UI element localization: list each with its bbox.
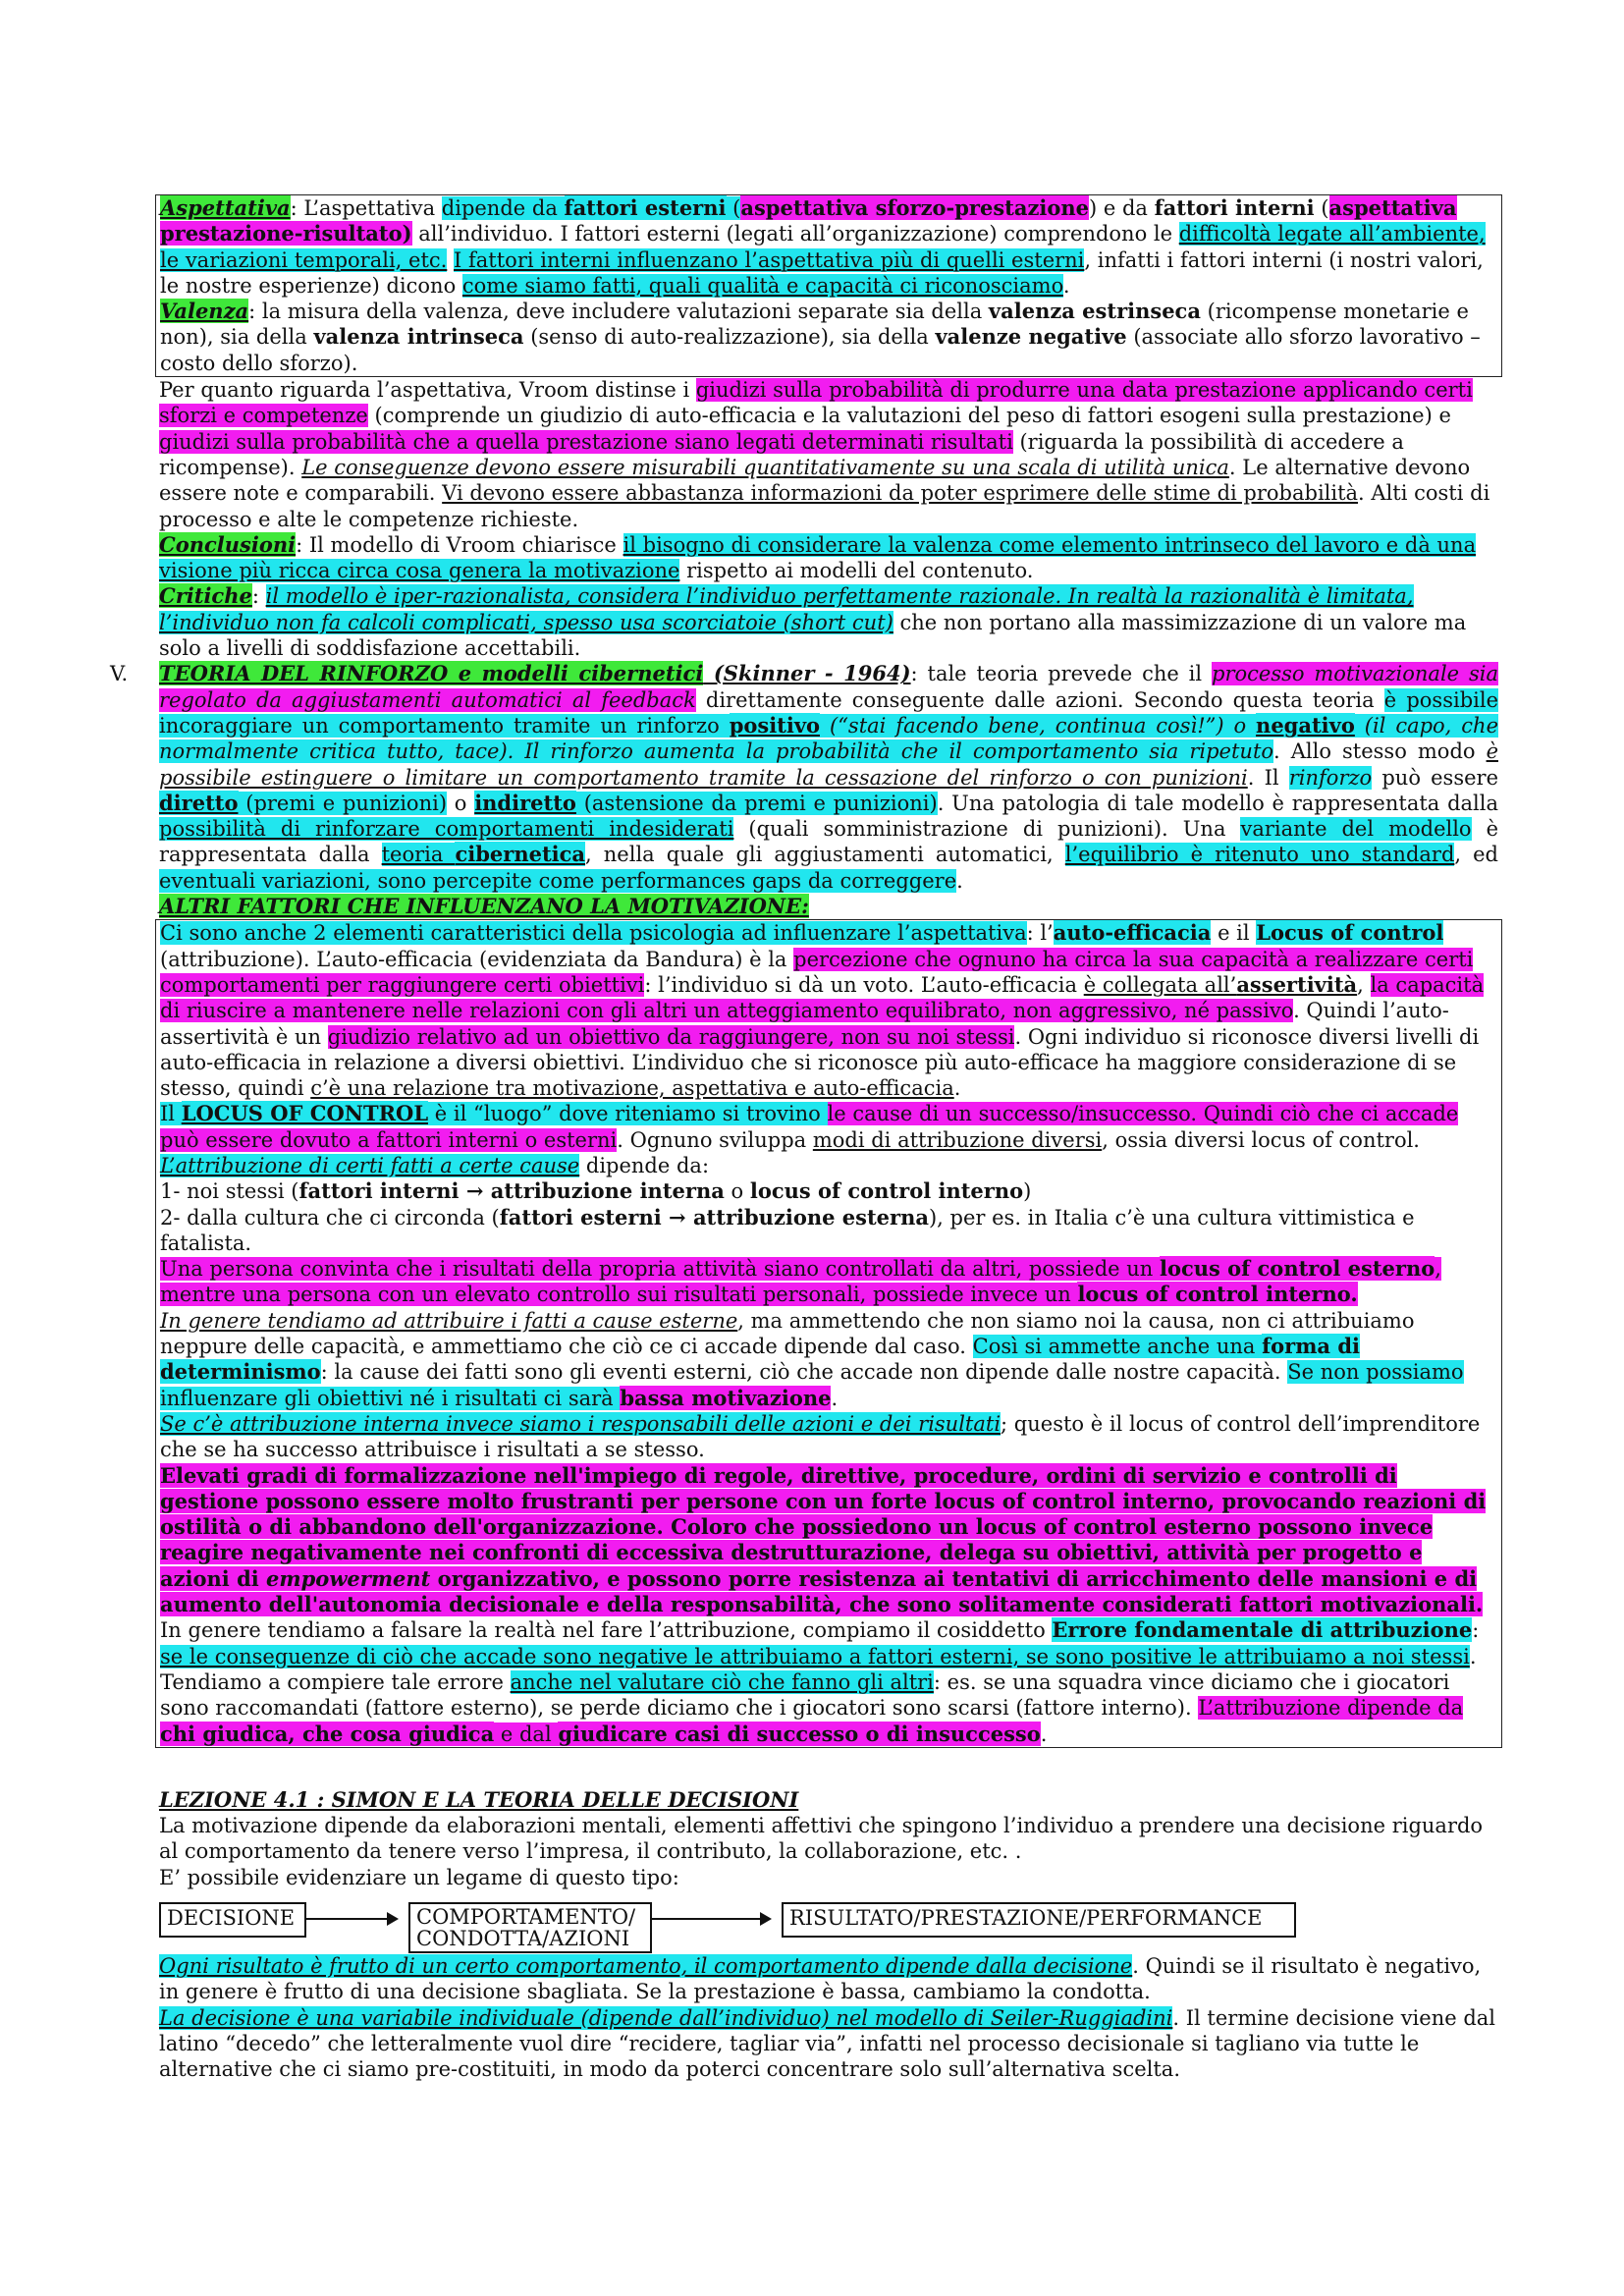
text: (riguarda la possibilità di accedere a ricompense). — [159, 429, 1404, 479]
highlight: teoria — [381, 843, 456, 867]
altri-fattori-title: ALTRI FATTORI CHE INFLUENZANO LA MOTIVAZIONE: — [159, 894, 809, 919]
underlined-text: è possibile estinguere o limitare un comportamento tramite la cessazione del rinforzo o con punizioni — [159, 739, 1498, 790]
highlight: giudizi sulla probabilità che a quella prestazione siano legati determinati risultati — [159, 429, 1013, 454]
arrow-right-icon: → — [459, 1178, 491, 1204]
underlined-text: In genere tendiamo ad attribuire i fatti a cause esterne — [160, 1308, 738, 1333]
conclusioni-label: Conclusioni — [159, 531, 297, 557]
bold-text: bassa motivazione — [620, 1385, 832, 1410]
rinforzo-section — [110, 661, 1502, 919]
text: : L’aspettativa — [290, 196, 442, 220]
highlight: aspettativa sforzo-prestazione — [740, 195, 1090, 220]
text: , — [1357, 972, 1371, 997]
valenza-label: Valenza — [160, 299, 249, 324]
text: , ma ammettendo che non siamo noi la causa, non ci attribuiamo neppure delle capacità, e ammettiamo che ciò ce ci accade dipende dal caso. — [160, 1308, 1415, 1359]
bold-text: fattori interni — [1154, 195, 1315, 220]
autoefficacia-paragraph — [160, 920, 1497, 1101]
highlight: chi giudica, che cosa giudica — [160, 1721, 495, 1746]
locus-paragraph — [160, 1101, 1497, 1153]
text: ) — [1023, 1179, 1032, 1204]
highlight: organizzativo, e possono porre resistenza ai tentativi di arricchimento delle mansioni e di aumento dell'autonomia decisionale e della responsabilità, che sono solitamente considerati fattori motivazionali. — [160, 1565, 1484, 1617]
highlight: forma di determinismo — [160, 1334, 1361, 1385]
text: . Tendiamo a compiere tale errore — [160, 1644, 1477, 1694]
highlight: come siamo fatti, quali qualità e capacità ci riconosciamo — [461, 273, 1063, 298]
text: può essere — [1372, 765, 1498, 790]
underlined-text: Le conseguenze devono essere misurabili quantitativamente su una scala di utilità unica — [301, 455, 1229, 479]
bold-text: locus of control esterno — [1160, 1256, 1435, 1282]
highlight: eventuali variazioni, sono percepite come performances gaps da correggere — [159, 868, 957, 893]
highlight: anche nel valutare ciò che fanno gli altri — [510, 1669, 934, 1694]
lezione-p4 — [159, 2005, 1498, 2083]
bold-text: fattori interni — [298, 1178, 460, 1204]
roman-numeral: V. — [110, 662, 129, 686]
underlined-text: modi di attribuzione diversi — [812, 1127, 1103, 1152]
lezione-title-line — [159, 1787, 1498, 1813]
flow-box-comportamento: COMPORTAMENTO/ CONDOTTA/AZIONI — [408, 1902, 652, 1953]
vroom-section — [155, 377, 1502, 661]
underlined-text: Vi devono essere abbastanza informazioni da poter esprimere delle stime di probabilità — [442, 481, 1359, 506]
text: o — [447, 791, 475, 815]
text: . Il — [1247, 765, 1289, 790]
highlight: Così si ammette anche una — [972, 1335, 1263, 1359]
text: , ossia diversi locus of control. — [1102, 1127, 1420, 1152]
highlight: Elevati gradi di formalizzazione nell'impiego di regole, direttive, procedure, ordini di servizio e controlli di gestione possono essere molto frustranti per persone con un forte locus of control interno, provocando reazioni di ostilità o di abbandono dell'organizzazione. Coloro che possiedono un locus of control esterno possono invece reagire negativamente nei confronti di eccessiva destrutturazione, delega su obiettivi, attività per progetto e azioni di — [160, 1462, 1487, 1591]
text: : es. se una squadra vince diciamo che i giocatori sono raccomandati (fattore esterno), se perde diciamo che i giocatori sono scarsi (fattore interno). — [160, 1669, 1450, 1721]
persona-paragraph — [160, 1256, 1497, 1308]
text: ), per es. in Italia c’è una cultura vittimistica e fatalista. — [160, 1205, 1415, 1255]
highlight: giudizi sulla probabilità di produrre una data prestazione applicando certi sforzi e competenze — [159, 378, 1473, 428]
text: rispetto ai modelli del contenuto. — [679, 559, 1034, 583]
highlight: indiretto — [474, 790, 576, 815]
highlight: negativo — [1256, 712, 1355, 738]
highlight: l’equilibrio è ritenuto uno standard — [1064, 843, 1455, 867]
document-page — [110, 194, 1502, 2082]
highlight: giudizio relativo ad un obiettivo da raggiungere, non su noi stessi — [327, 1024, 1015, 1049]
highlight: è il “luogo” dove riteniamo si trovino — [428, 1102, 828, 1126]
highlight: L’attribuzione di certi fatti a certe cause — [160, 1153, 580, 1177]
text: : — [251, 584, 266, 609]
text: 1- noi stessi ( — [160, 1179, 299, 1204]
highlight: Ci sono anche 2 elementi caratteristici della psicologia ad influenzare l’aspettativa — [160, 921, 1027, 946]
conclusioni-paragraph — [159, 532, 1498, 584]
attribuzione-line — [160, 1153, 1497, 1178]
text: . — [953, 1076, 961, 1101]
bold-text: assertività — [1236, 971, 1358, 997]
rinforzo-title: TEORIA DEL RINFORZO e modelli cibernetici — [159, 661, 704, 686]
text: . Il termine decisione viene dal latino “decedo” che letteralmente vuol dire “recidere, tagliar via”, infatti nel processo decisionale si tagliano via tutte le alternative che ci siamo pre-costituiti, in modo da poterci concentrare solo sull’alternativa scelta. — [159, 2005, 1496, 2082]
errore-paragraph — [160, 1617, 1497, 1746]
rinforzo-title-tail: (Skinner - 1964) — [703, 661, 911, 686]
text: . Allo stesso modo — [1273, 739, 1487, 764]
text: ( — [726, 196, 741, 220]
text: ( — [1314, 196, 1329, 220]
lezione-p1: La motivazione dipende da elaborazioni mentali, elementi affettivi che spingono l’individuo a prendere una decisione riguardo al comportamento da tenere verso l’impresa, il contributo, la collaborazione, etc. . — [159, 1814, 1484, 1864]
bold-text: fattori esterni — [499, 1204, 662, 1230]
critiche-label: Critiche — [159, 583, 252, 609]
altri-title-line — [159, 894, 1498, 919]
flow-box-decisione: DECISIONE — [159, 1902, 306, 1938]
text: . Le alternative devono essere note e comparabili. — [159, 455, 1471, 506]
aspettativa-label: Aspettativa — [160, 195, 291, 220]
highlight: Se non possiamo influenzare gli obiettivi né i risultati ci sarà — [160, 1360, 1464, 1410]
highlight: I fattori interni influenzano l’aspettativa più di quelli esterni — [454, 247, 1085, 272]
text: : la misura della valenza, deve includere valutazioni separate sia della — [248, 300, 989, 324]
text: ) e da — [1089, 196, 1155, 220]
text: : l’ — [1026, 921, 1054, 946]
highlight: Ogni risultato è frutto di un certo comportamento, il comportamento dipende dalla decisione — [159, 1954, 1133, 1978]
flow-arrow-1 — [306, 1918, 397, 1920]
highlight: (premi e punizioni) — [238, 791, 448, 815]
text: (attribuzione). L’auto-efficacia (evidenziata da Bandura) è la — [160, 947, 794, 971]
text: (ricompense monetarie e non), sia della — [160, 300, 1469, 350]
bold-text: valenze negative — [935, 324, 1127, 350]
highlight: LOCUS OF CONTROL — [181, 1101, 429, 1126]
text: 2- dalla cultura che ci circonda ( — [160, 1205, 500, 1230]
text: : l’individuo si dà un voto. L’auto-efficacia — [644, 972, 1084, 997]
text: . — [956, 868, 963, 893]
text: : tale teoria prevede che il — [910, 662, 1212, 686]
highlight: se le conseguenze di ciò che accade sono negative le attribuiamo a fattori esterni, se sono positive le attribuiamo a noi stessi — [160, 1644, 1470, 1668]
list-item-2 — [160, 1205, 1497, 1257]
highlight: (il capo, che normalmente critica tutto, tace). Il rinforzo aumenta la probabilità che il comportamento sia ripetuto — [159, 713, 1498, 764]
bold-text: Errore fondamentale di attribuzione — [1052, 1617, 1473, 1643]
highlight: giudicare casi di successo o di insuccesso — [558, 1721, 1041, 1746]
highlight: la capacità di riuscire a mantenere nelle relazioni con gli altri un atteggiamento equilibrato, non aggressivo, né passivo — [160, 972, 1485, 1023]
text: , nella quale gli aggiustamenti automatici, — [585, 843, 1065, 867]
highlight: (“stai facendo bene, continua così!”) o — [820, 713, 1257, 738]
highlight: (astensione da premi e punizioni) — [575, 791, 938, 815]
highlight: le cause di un successo/insuccesso. Quindi ciò che ci accade può essere dovuto a fattori interni o esterni — [160, 1102, 1459, 1152]
highlight: dipende da — [441, 196, 565, 220]
text: (comprende un giudizio di auto-efficacia e la valutazioni del peso di fattori esogeni sulla prestazione) e — [367, 404, 1451, 428]
highlight: diretto — [159, 790, 239, 815]
highlight: incoraggiare un comportamento tramite un rinforzo — [159, 713, 730, 738]
rinforzo-paragraph — [159, 661, 1498, 894]
text: . Quindi l’auto-assertività è un — [160, 999, 1449, 1049]
text: all’individuo. I fattori esterni (legati all’organizzazione) comprendono le — [411, 222, 1179, 246]
text: . Quindi se il risultato è negativo, in genere è frutto di una decisione sbagliata. Se la prestazione è bassa, cambiamo la condotta. — [159, 1954, 1482, 2004]
flow-arrow-2 — [650, 1918, 770, 1920]
lezione-p3 — [159, 1953, 1498, 2005]
highlight: processo motivazionale sia regolato da aggiustamenti automatici al feedback — [159, 662, 1498, 712]
formalizzazione-paragraph — [160, 1463, 1497, 1618]
highlight: La decisione è una variabile individuale (dipende dall’individuo) nel modello di Seiler-Ruggiadini — [159, 2005, 1173, 2030]
cause-esterne-paragraph — [160, 1308, 1497, 1411]
highlight: e dal — [494, 1722, 559, 1746]
text: . — [831, 1386, 839, 1410]
underlined-text: è collegata all’ — [1083, 972, 1237, 997]
highlight: il bisogno di considerare la valenza come elemento intrinseco del lavoro e dà una visione più ricca circa cosa genera la motivazione — [159, 532, 1477, 583]
critiche-paragraph — [159, 583, 1498, 661]
text: . — [1062, 273, 1070, 298]
altri-fattori-box — [155, 919, 1502, 1748]
text: : Il modello di Vroom chiarisce — [296, 532, 623, 557]
attribuzione-interna-paragraph — [160, 1411, 1497, 1463]
aspettativa-valenza-box — [155, 194, 1502, 377]
bold-text: auto-efficacia — [1053, 920, 1212, 946]
text: . — [1040, 1722, 1048, 1746]
highlight: è possibile — [1383, 687, 1498, 712]
text: : — [1472, 1618, 1480, 1643]
bold-text: valenza estrinseca — [988, 299, 1201, 324]
text: . Ogni individuo si riconosce diversi livelli di auto-efficacia in relazione a diversi obiettivi. L’individuo che si riconosce più auto-efficace ha maggiore considerazione di se stesso, quindi — [160, 1024, 1480, 1101]
highlight: aspettativa prestazione-risultato) — [160, 195, 1457, 246]
text: Per quanto riguarda l’aspettativa, Vroom distinse i — [159, 378, 696, 403]
text: , infatti i fattori interni (i nostri valori, le nostre esperienze) dicono — [160, 247, 1484, 298]
highlight: L’attribuzione dipende da — [1198, 1696, 1464, 1721]
bold-text: valenza intrinseca — [313, 324, 524, 350]
highlight: , mentre una persona con un elevato controllo sui risultati personali, possiede invece un — [160, 1257, 1441, 1307]
valenza-paragraph — [160, 299, 1497, 376]
arrow-right-icon: → — [661, 1204, 693, 1230]
flow-box-risultato: RISULTATO/PRESTAZIONE/PERFORMANCE — [782, 1902, 1296, 1938]
highlight: variante del modello — [1240, 817, 1472, 842]
aspettativa-paragraph — [160, 195, 1497, 299]
text: . Ognuno sviluppa — [617, 1127, 813, 1152]
lezione-p2: E’ possibile evidenziare un legame di questo tipo: — [159, 1865, 679, 1889]
highlight: possibilità di rinforzare comportamenti indesiderati — [159, 817, 734, 842]
highlight: Una persona convinta che i risultati della propria attività siano controllati da altri, possiede un — [160, 1257, 1160, 1282]
bold-text: Locus of control — [1256, 920, 1444, 946]
text: . Alti costi di processo e alte le competenze richieste. — [159, 481, 1490, 531]
text: direttamente conseguente dalle azioni. Secondo questa teoria — [695, 687, 1384, 712]
text: e il — [1211, 921, 1257, 946]
bold-text: locus of control interno. — [1077, 1282, 1358, 1307]
highlight: empowerment — [266, 1565, 431, 1591]
text: che non portano alla massimizzazione di un valore ma solo a livelli di soddisfazione accettabili. — [159, 610, 1467, 661]
text: (associate allo sforzo lavorativo – costo dello sforzo). — [160, 325, 1481, 375]
highlight: Se c’è attribuzione interna invece siamo i responsabili delle azioni e dei risultati — [160, 1411, 1001, 1436]
highlight: rinforzo — [1288, 765, 1373, 790]
text: ; questo è il locus of control dell’imprenditore che se ha successo attribuisce i risultati a se stesso. — [160, 1411, 1481, 1462]
text: : la cause dei fatti sono gli eventi esterni, ciò che accade non dipende dalle nostre capacità. — [320, 1360, 1288, 1385]
lezione-section — [155, 1787, 1502, 2083]
text: (quali somministrazione di punizioni). Una — [733, 817, 1241, 842]
text: dipende da: — [579, 1153, 710, 1177]
highlight: positivo — [729, 712, 821, 738]
text: . Una patologia di tale modello è rappresentata dalla — [937, 791, 1498, 815]
highlight: il modello è iper-razionalista, considera l’individuo perfettamente razionale. In realtà la razionalità è limitata, l’individuo non fa calcoli complicati, spesso usa scorciatoie (short cut) — [159, 584, 1414, 634]
lezione-title: LEZIONE 4.1 : SIMON E LA TEORIA DELLE DECISIONI — [159, 1786, 799, 1812]
text: In genere tendiamo a falsare la realtà nel fare l’attribuzione, compiamo il cosiddetto — [160, 1618, 1053, 1643]
text: è rappresentata dalla — [159, 817, 1498, 867]
bold-text: fattori esterni — [564, 195, 727, 220]
text: o — [724, 1179, 750, 1204]
list-item-1 — [160, 1178, 1497, 1204]
highlight: Il — [160, 1102, 182, 1126]
underlined-text: c’è una relazione tra motivazione, aspettativa e auto-efficacia — [310, 1076, 954, 1101]
text: , ed — [1454, 843, 1498, 867]
decision-flow-diagram — [159, 1900, 1498, 1949]
bold-text: locus of control interno — [749, 1178, 1024, 1204]
highlight: percezione che ognuno ha circa la sua capacità a realizzare certi comportamenti per raggiungere certi obiettivi — [160, 947, 1474, 997]
text: (senso di auto-realizzazione), sia della — [523, 325, 936, 350]
bold-text: attribuzione interna — [490, 1178, 725, 1204]
highlight: difficoltà legate all’ambiente, le variazioni temporali, etc. — [160, 222, 1486, 272]
vroom-paragraph — [159, 377, 1498, 532]
bold-text: attribuzione esterna — [692, 1204, 929, 1230]
highlight: cibernetica — [455, 842, 586, 867]
